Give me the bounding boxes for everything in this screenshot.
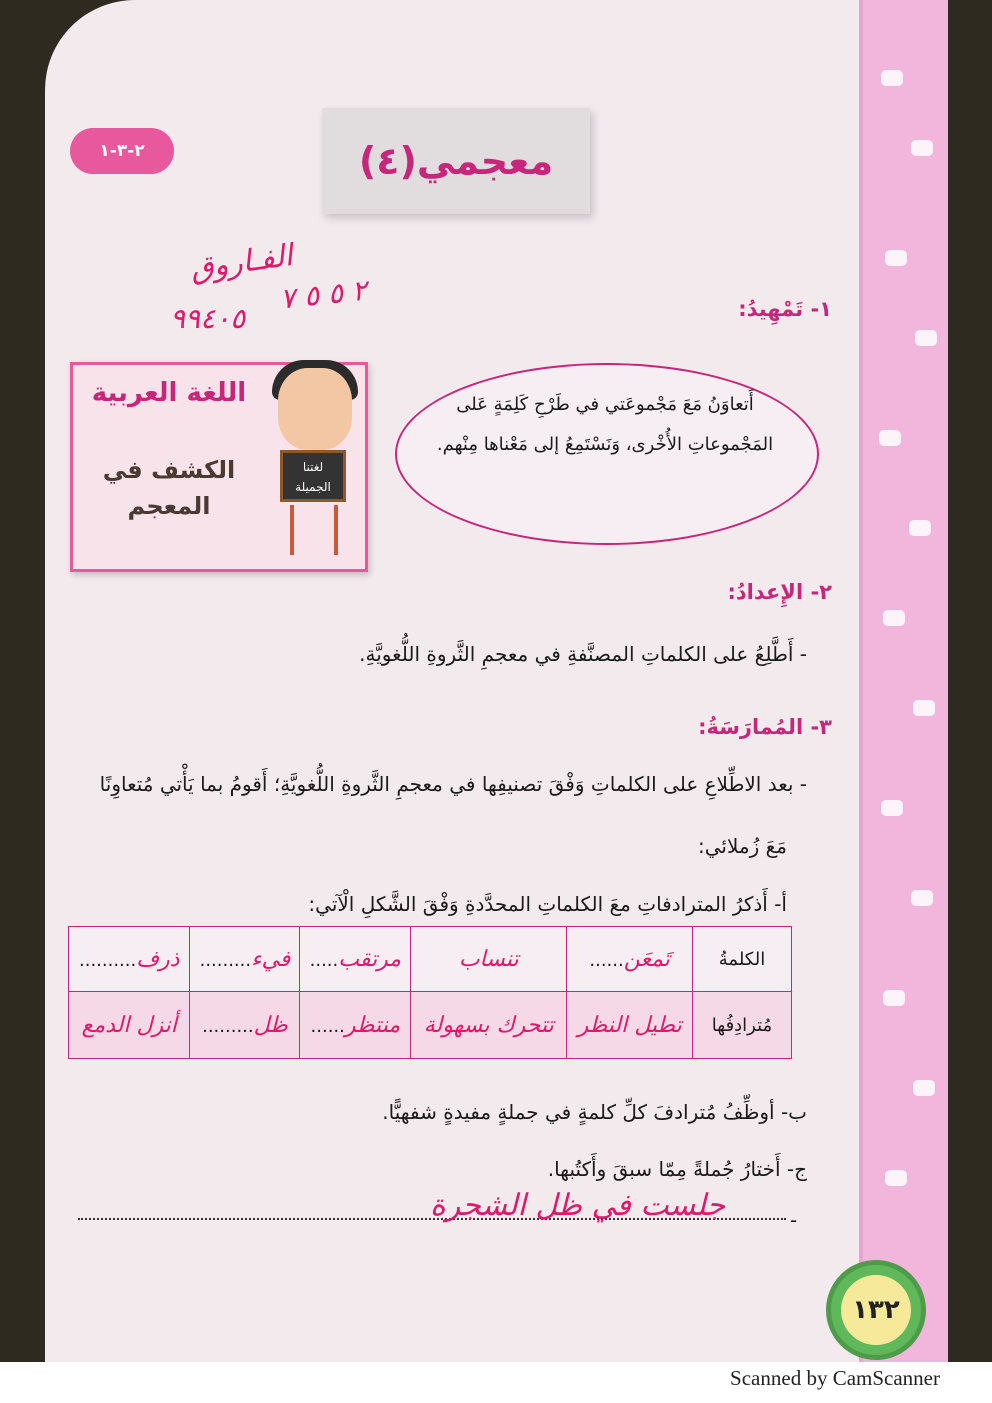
book-title: اللغة العربية: [91, 378, 247, 408]
speech-bubble-text: أَتعاوَنُ مَعَ مَجْموعَتي في طَرْحِ كَلِمَةٍ عَلى المَجْموعاتِ الأُخْرى، وَنَسْتَمِعُ إلى مَعْناها مِنْهم.: [436, 394, 774, 455]
task-c: ج- أَختارُ جُملةً مِمّا سبقَ وأَكتُبها.: [547, 1157, 807, 1181]
task-b: ب- أوظِّفُ مُترادفَ كلِّ كلمةٍ في جملةٍ مفيدةٍ شفهيًّا.: [382, 1100, 807, 1124]
section2-text: - أَطَّلِعُ على الكلماتِ المصنَّفةِ في معجمِ الثَّروةِ اللُّغويَّةِ.: [359, 642, 807, 666]
handwritten-note-line1: الفـاروق: [188, 238, 295, 287]
synonym-cell: أنزل الدمع: [81, 1012, 177, 1038]
synonym-cell: تطيل النظر: [577, 1012, 682, 1038]
word-cell: فيء: [251, 946, 291, 972]
page-number: ١٣٢: [841, 1275, 911, 1345]
section3-text-line2: مَعَ زُملائي:: [698, 834, 787, 858]
word-cell: مرتقب: [338, 946, 402, 972]
book-subtitle-line2: المعجم: [127, 492, 211, 520]
synonyms-table: [68, 926, 792, 1059]
word-cell: ذرف: [136, 946, 180, 972]
task-a: أ- أَذكرُ المترادفاتِ معَ الكلماتِ المحدَّدةِ وَفْقَ الشَّكلِ الْآتي:: [308, 892, 787, 916]
row-label-word: الكلمةُ: [693, 927, 792, 992]
row-label-synonym: مُترادِفُها: [693, 992, 792, 1059]
lesson-code-badge: ٢-٣-١: [70, 128, 174, 174]
scanner-watermark: Scanned by CamScanner: [730, 1366, 940, 1390]
synonym-cell: تتحرك بسهولة: [423, 1012, 554, 1038]
boy-sign-board: [280, 450, 346, 502]
section1-heading: ١- تَمْهِيدُ:: [738, 297, 832, 321]
section3-text-line1: - بعد الاطِّلاعِ على الكلماتِ وَفْقَ تصنيفِها في معجمِ الثَّروةِ اللُّغويَّةِ؛ أَقومُ بما يَأْتي مُتعاوِنًا: [99, 772, 807, 796]
handwritten-note-line2: ٢ ٥ ٥ ٧: [278, 273, 369, 316]
section3-heading: ٣- المُمارَسَةُ:: [698, 715, 832, 739]
book-subtitle: [78, 452, 260, 524]
boy-legs: [290, 505, 338, 555]
synonym-cell: منتظر: [344, 1012, 401, 1038]
word-cell: تنساب: [458, 946, 519, 972]
section2-heading: ٢- الإِعدادُ:: [727, 580, 832, 604]
pink-decorative-stripe: [859, 0, 948, 1362]
handwritten-note-line3: ٩٩٤٠٥: [170, 302, 246, 335]
answer-dash: -: [790, 1208, 798, 1232]
board-line2: الجميلة: [295, 480, 331, 494]
title-box: [322, 108, 590, 214]
table-row: مُترادِفُها تطيل النظر تتحرك بسهولة منتظر...... ظل......... أنزل الدمع: [69, 992, 792, 1059]
table-row: الكلمةُ تَمعَن...... تنساب مرتقب..... فيء......... ذرف..........: [69, 927, 792, 992]
page-number-badge: [826, 1260, 926, 1360]
book-subtitle-line1: الكشف في: [102, 456, 236, 484]
handwritten-answer: جلست في ظل الشجرة: [430, 1188, 726, 1223]
synonym-cell: ظل: [253, 1012, 288, 1038]
word-cell: تَمعَن: [623, 946, 670, 972]
page-title: معجمي(٤): [358, 139, 554, 183]
board-line1: لغتنا: [302, 460, 324, 474]
boy-illustration: [278, 368, 352, 450]
